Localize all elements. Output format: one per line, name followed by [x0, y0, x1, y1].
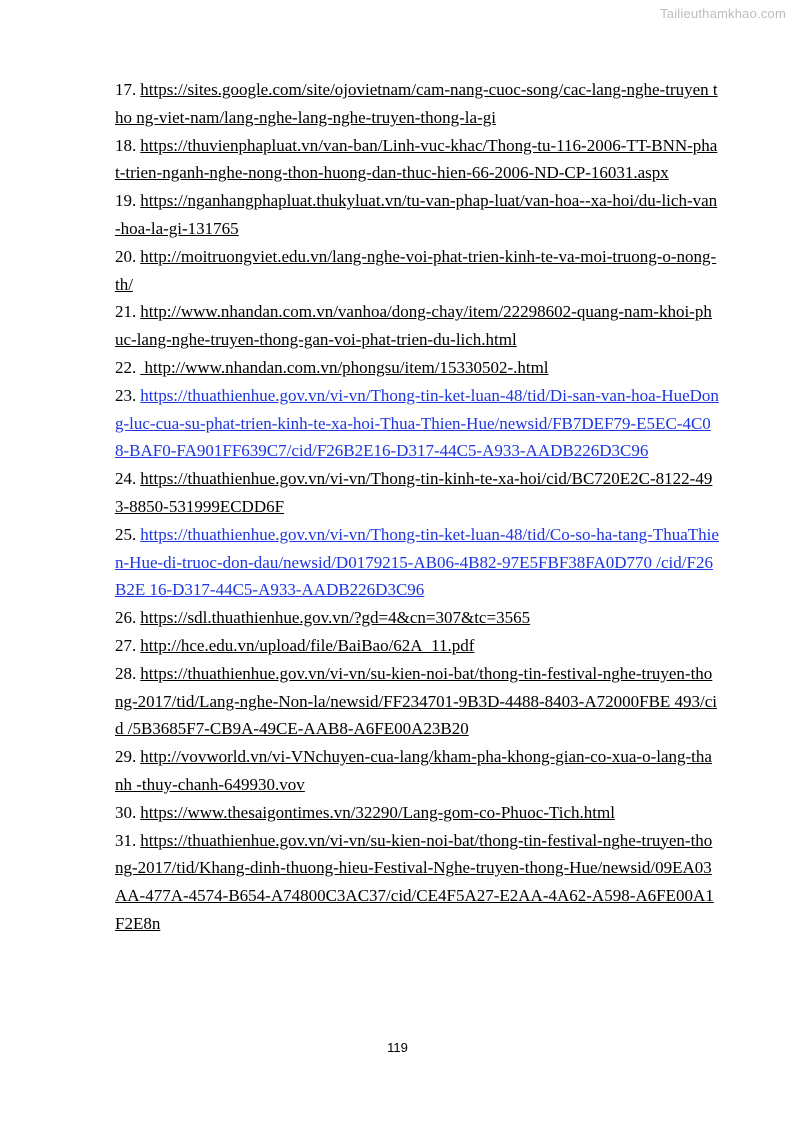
- reference-item: [115, 132, 719, 188]
- reference-item: [115, 382, 719, 465]
- reference-link[interactable]: http://moitruongviet.edu.vn/lang-nghe-voi-phat-trien-kinh-te-va-moi-truong-o-nong-th/: [115, 246, 717, 294]
- reference-link[interactable]: https://nganhangphapluat.thukyluat.vn/tu-van-phap-luat/van-hoa--xa-hoi/du-lich-van-hoa-la-gi-131765: [115, 191, 718, 238]
- reference-link[interactable]: http://hce.edu.vn/upload/file/BaiBao/62A_11.pdf: [140, 635, 475, 655]
- reference-item: [115, 354, 719, 382]
- reference-number: 22.: [115, 357, 137, 377]
- reference-item: [115, 632, 719, 660]
- reference-number: 27.: [115, 635, 137, 655]
- reference-link[interactable]: https://sdl.thuathienhue.gov.vn/?gd=4&cn=307&tc=3565: [140, 608, 531, 628]
- reference-link[interactable]: https://thuathienhue.gov.vn/vi-vn/su-kien-noi-bat/thong-tin-festival-nghe-truyen-thong-2017/tid/Khang-dinh-thuong-hieu-Festival-Nghe-truyen-thong-Hue/newsid/09EA03AA-477A-4574-B654-A74800C3AC37/cid/CE4F5A27-E2AA-4A62-A598-A6FE00A1F2E8n: [115, 830, 714, 933]
- reference-item: [115, 521, 719, 604]
- reference-item: [115, 743, 719, 799]
- reference-number: 24.: [115, 469, 137, 489]
- reference-item: [115, 243, 719, 299]
- reference-link[interactable]: https://www.thesaigontimes.vn/32290/Lang-gom-co-Phuoc-Tich.html: [140, 802, 615, 822]
- reference-number: 18.: [115, 135, 137, 155]
- reference-number: 23.: [115, 385, 137, 405]
- reference-list: [115, 76, 719, 938]
- reference-item: [115, 827, 719, 938]
- reference-link[interactable]: https://thuvienphapluat.vn/van-ban/Linh-vuc-khac/Thong-tu-116-2006-TT-BNN-phat-trien-nganh-nghe-nong-thon-huong-dan-thuc-hien-66-2006-ND-CP-16031.aspx: [115, 135, 718, 183]
- watermark: Tailieuthamkhao.com: [660, 6, 786, 21]
- reference-item: [115, 298, 719, 354]
- reference-number: 29.: [115, 747, 137, 767]
- reference-number: 19.: [115, 191, 137, 211]
- reference-number: 21.: [115, 302, 137, 322]
- reference-number: 30.: [115, 802, 137, 822]
- page-number: 119: [387, 1040, 408, 1055]
- reference-number: 20.: [115, 246, 137, 266]
- reference-link[interactable]: https://thuathienhue.gov.vn/vi-vn/su-kien-noi-bat/thong-tin-festival-nghe-truyen-thong-2017/tid/Lang-nghe-Non-la/newsid/FF234701-9B3D-4488-8403-A72000FBE 493/cid /5B3685F7-CB9A-49CE-AAB8-A6FE00A23B20: [115, 663, 718, 739]
- reference-link[interactable]: https://thuathienhue.gov.vn/vi-vn/Thong-tin-ket-luan-48/tid/Co-so-ha-tang-ThuaThien-Hue-di-truoc-don-dau/newsid/D0179215-AB06-4B82-97E5FBF38FA0D770 /cid/F26B2E 16-D317-44C5-A933-AADB226D3C96: [115, 524, 719, 600]
- reference-number: 17.: [115, 80, 137, 99]
- reference-link[interactable]: https://thuathienhue.gov.vn/vi-vn/Thong-tin-kinh-te-xa-hoi/cid/BC720E2C-8122-493-8850-531999ECDD6F: [115, 469, 713, 516]
- reference-number: 26.: [115, 608, 137, 628]
- reference-number: 28.: [115, 663, 137, 683]
- reference-link[interactable]: http://www.nhandan.com.vn/vanhoa/dong-chay/item/22298602-quang-nam-khoi-phuc-lang-nghe-truyen-thong-gan-voi-phat-trien-du-lich.html: [115, 302, 712, 350]
- reference-item: [115, 187, 719, 243]
- reference-item: [115, 660, 719, 743]
- reference-item: [115, 799, 719, 827]
- reference-item: [115, 76, 719, 132]
- reference-item: [115, 604, 719, 632]
- reference-number: 31.: [115, 830, 137, 850]
- reference-link[interactable]: https://sites.google.com/site/ojovietnam/cam-nang-cuoc-song/cac-lang-nghe-truyen tho ng-viet-nam/lang-nghe-lang-nghe-truyen-thong-la-gi: [115, 80, 718, 127]
- reference-link[interactable]: http://www.nhandan.com.vn/phongsu/item/15330502-.html: [140, 357, 549, 377]
- reference-number: 25.: [115, 524, 137, 544]
- reference-item: [115, 465, 719, 521]
- reference-link[interactable]: http://vovworld.vn/vi-VNchuyen-cua-lang/kham-pha-khong-gian-co-xua-o-lang-thanh -thuy-chanh-649930.vov: [115, 747, 712, 794]
- reference-link[interactable]: https://thuathienhue.gov.vn/vi-vn/Thong-tin-ket-luan-48/tid/Di-san-van-hoa-HueDong-luc-cua-su-phat-trien-kinh-te-xa-hoi-Thua-Thien-Hue/newsid/FB7DEF79-E5EC-4C08-BAF0-FA901FF639C7/cid/F26B2E16-D317-44C5-A933-AADB226D3C96: [115, 385, 719, 461]
